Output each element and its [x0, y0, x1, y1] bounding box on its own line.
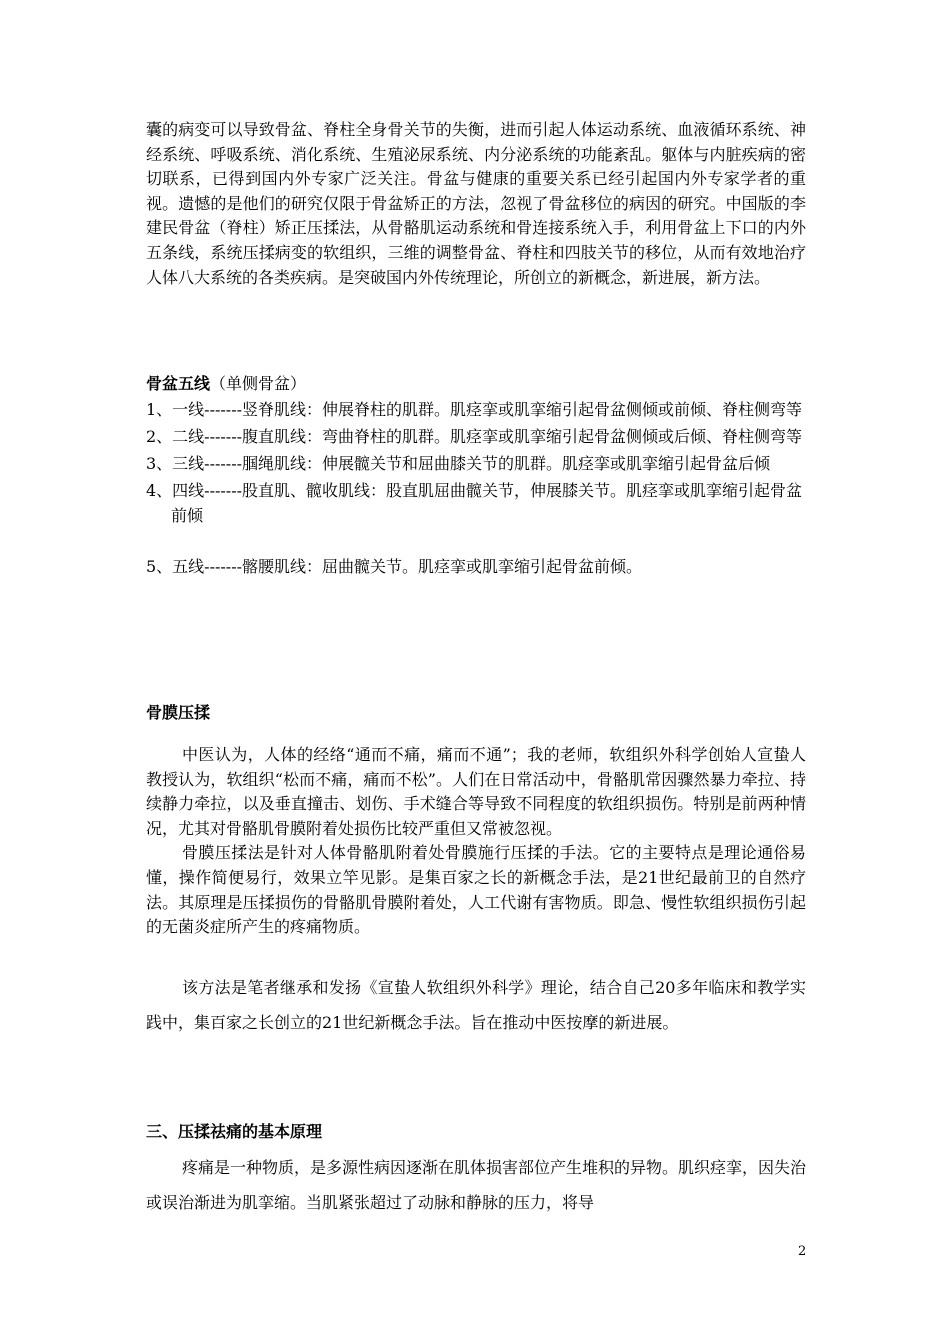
section3-heading: 三、压揉祛痛的基本原理 — [146, 1122, 323, 1141]
list-item: 1、一线-------竖脊肌线：伸展脊柱的肌群。肌痉挛或肌挛缩引起骨盆侧倾或前倾、脊柱侧弯等 — [146, 400, 803, 419]
list-item: 3、三线-------腘绳肌线：伸展髋关节和屈曲膝关节的肌群。肌痉挛或肌挛缩引起骨盆后倾 — [146, 454, 771, 473]
list-item: 4、四线-------股直肌、髋收肌线：股直肌屈曲髋关节，伸展膝关节。肌痉挛或肌挛缩引起骨盆前倾 — [146, 481, 803, 525]
section3-body — [146, 1150, 806, 1220]
list-item: 2、二线-------腹直肌线：弯曲脊柱的肌群。肌痉挛或肌挛缩引起骨盆侧倾或后倾、脊柱侧弯等 — [146, 427, 803, 446]
five-lines-title: 骨盆五线 — [146, 374, 211, 393]
five-lines-heading — [146, 372, 306, 396]
periosteum-paragraph-1: 中医认为，人体的经络“通而不痛，痛而不通”；我的老师，软组织外科学创始人宣蛰人教授认为，软组织“松而不痛，痛而不松”。人们在日常活动中，骨骼肌常因骤然暴力牵拉、持续静力牵拉，以及垂直撞击、划伤、手术缝合等导致不同程度的软组织损伤。特别是前两种情况，尤其对骨骼肌骨膜附着处损伤比较严重但又常被忽视。 — [146, 745, 806, 838]
list-item: 5、五线-------髂腰肌线：屈曲髋关节。肌痉挛或肌挛缩引起骨盆前倾。 — [146, 557, 643, 576]
periosteum-paragraph-3: 该方法是笔者继承和发扬《宣蛰人软组织外科学》理论，结合自己20多年临床和教学实践中，集百家之长创立的21世纪新概念手法。旨在推动中医按摩的新进展。 — [146, 978, 806, 1032]
intro-paragraph: 囊的病变可以导致骨盆、脊柱全身骨关节的失衡，进而引起人体运动系统、血液循环系统、神经系统、呼吸系统、消化系统、生殖泌尿系统、内分泌系统的功能紊乱。躯体与内脏疾病的密切联系，已得到国内外专家广泛关注。骨盆与健康的重要关系已经引起国内外专家学者的重视。遗憾的是他们的研究仅限于骨盆矫正的方法，忽视了骨盆移位的病因的研究。中国版的李建民骨盆（脊柱）矫正压揉法，从骨骼肌运动系统和骨连接系统入手，利用骨盆上下口的内外五条线，系统压揉病变的软组织，三维的调整骨盆、脊柱和四肢关节的移位，从而有效地治疗人体八大系统的各类疾病。是突破国内外传统理论，所创立的新概念，新进展，新方法。 — [146, 120, 806, 287]
periosteum-body-1 — [146, 743, 806, 940]
page-number: 2 — [798, 1244, 807, 1259]
five-lines-subtitle: （单侧骨盆） — [210, 374, 307, 393]
periosteum-paragraph-2: 骨膜压揉法是针对人体骨骼肌附着处骨膜施行压揉的手法。它的主要特点是理论通俗易懂，操作简便易行，效果立竿见影。是集百家之长的新概念手法，是21世纪最前卫的自然疗法。其原理是压揉损伤的骨骼肌骨膜附着处，人工代谢有害物质。即急、慢性软组织损伤引起的无菌炎症所产生的疼痛物质。 — [146, 843, 806, 937]
periosteum-body-2 — [146, 970, 806, 1040]
section3-paragraph-1: 疼痛是一种物质，是多源性病因逐渐在肌体损害部位产生堆积的异物。肌织痉挛，因失治或误治渐进为肌挛缩。当肌紧张超过了动脉和静脉的压力，将导 — [146, 1158, 807, 1212]
periosteum-heading: 骨膜压揉 — [146, 703, 211, 722]
five-lines-list — [146, 397, 810, 581]
